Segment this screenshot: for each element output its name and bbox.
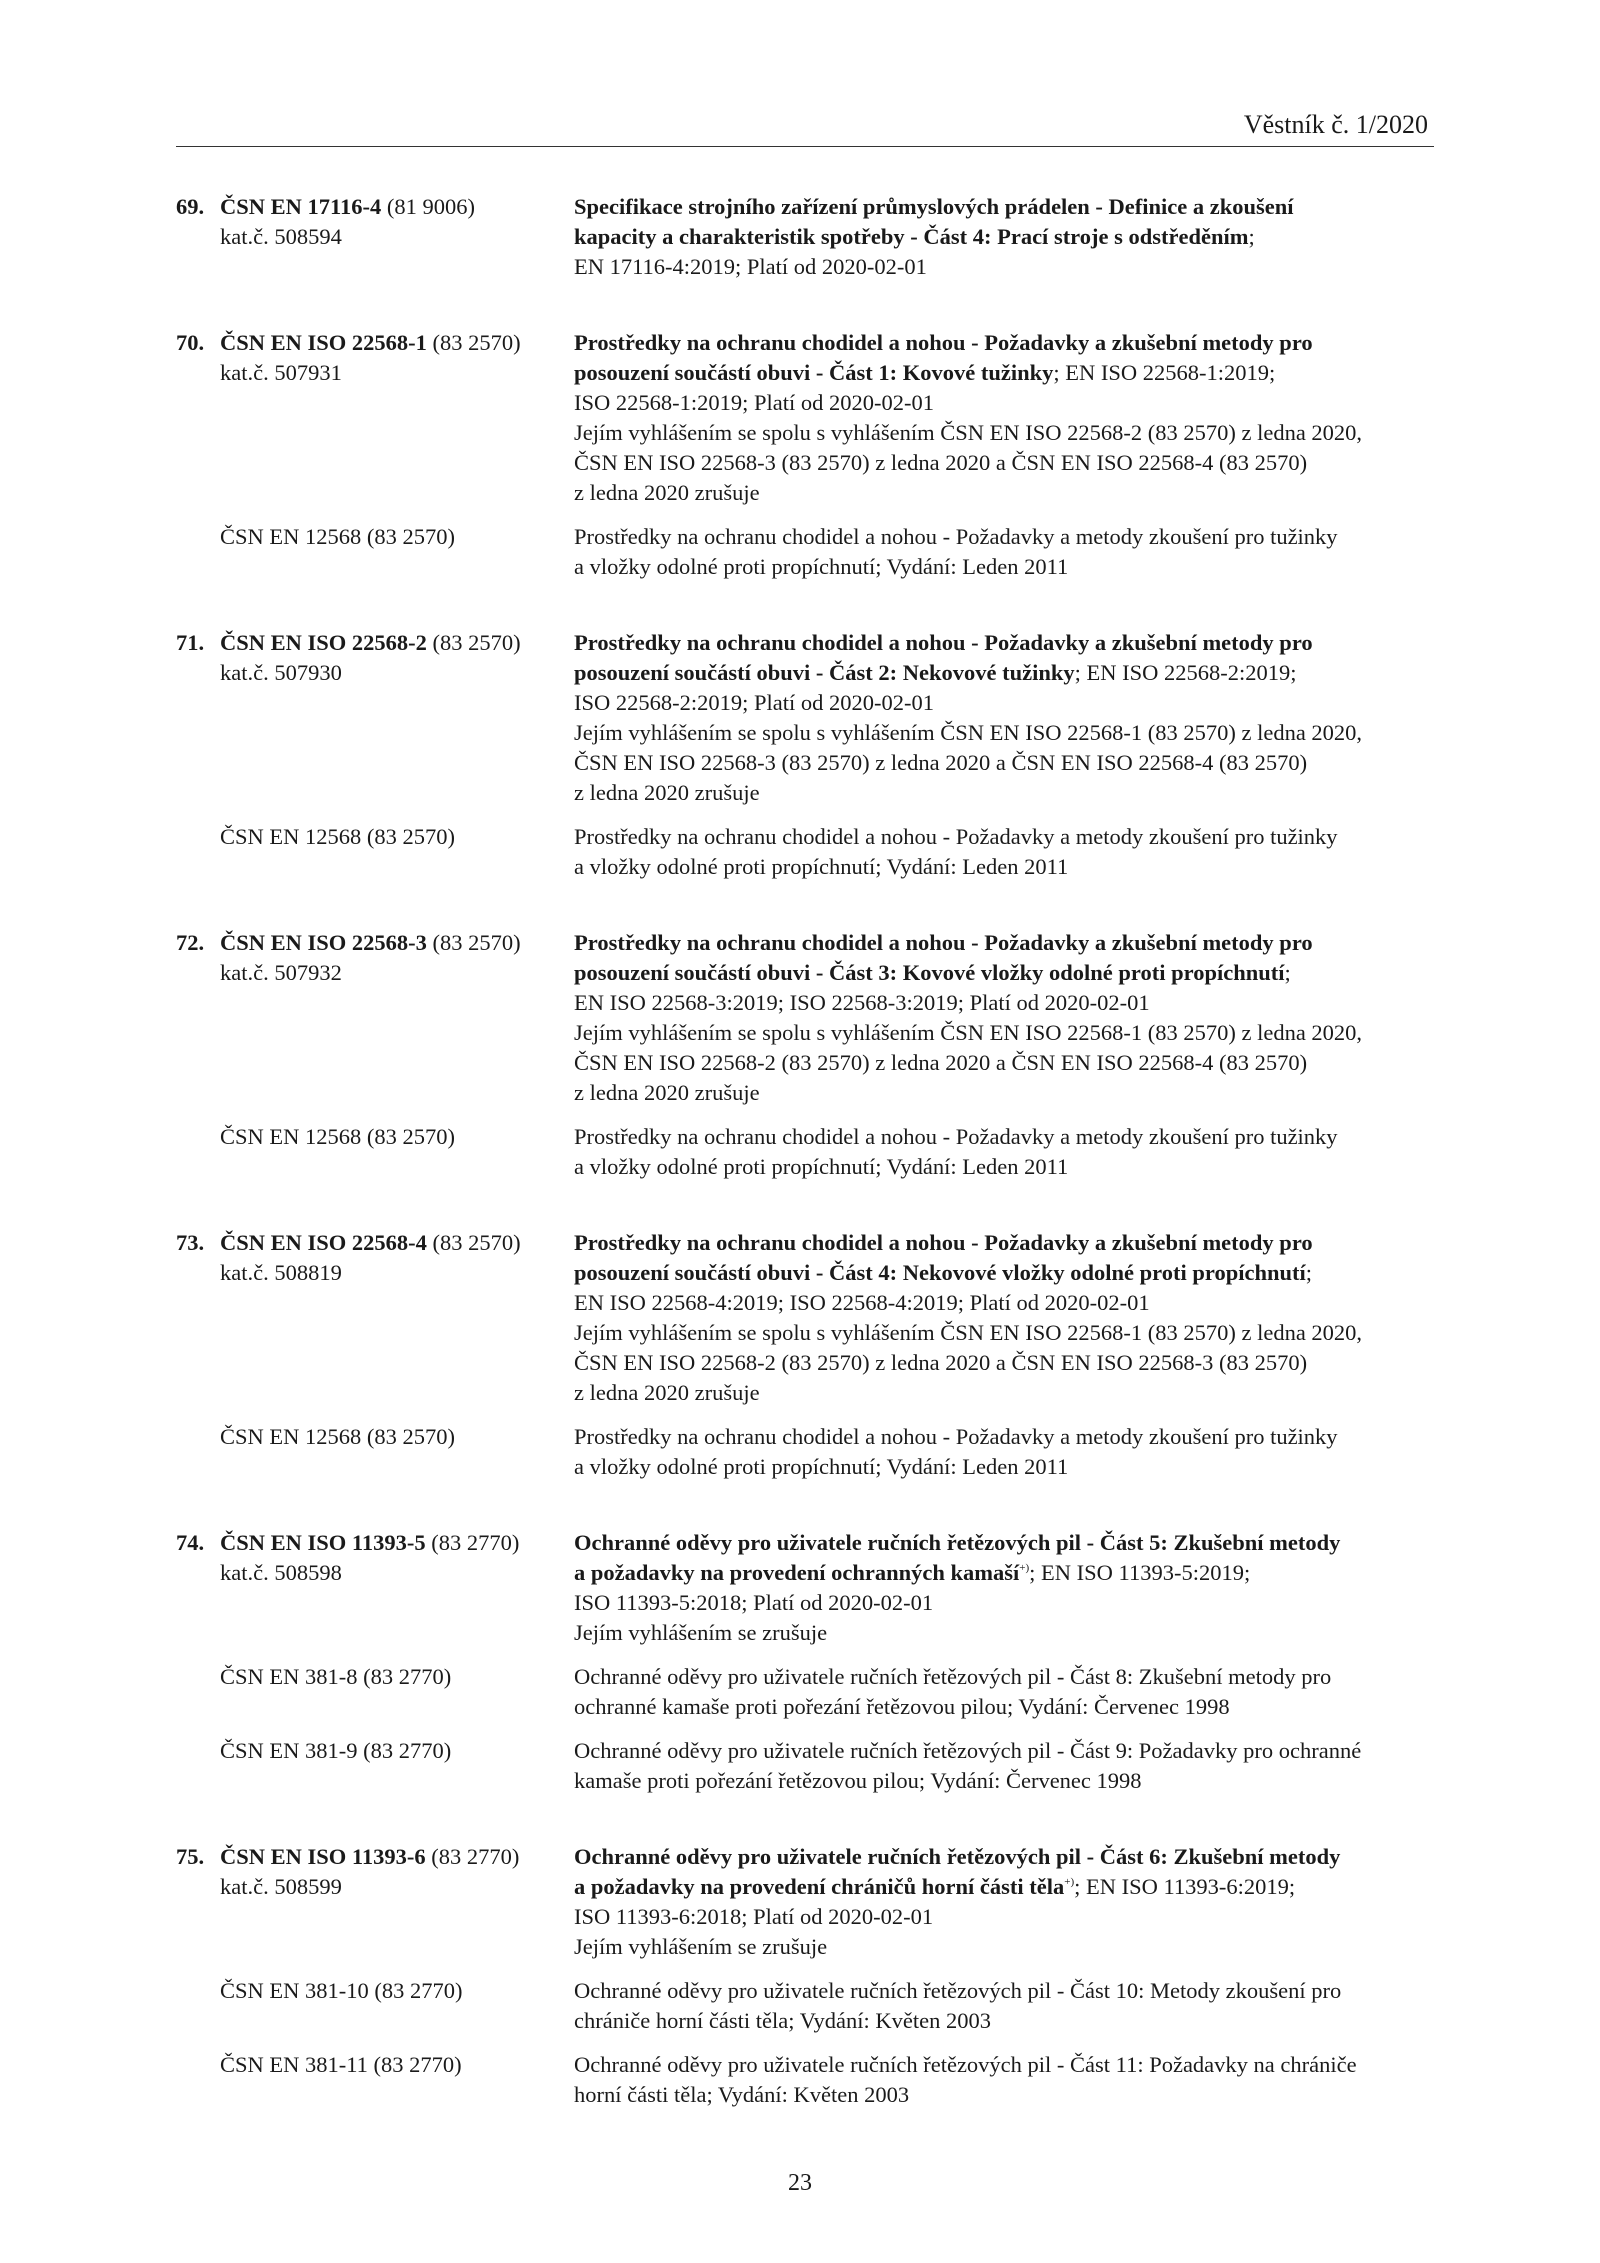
standard-title-line: Ochranné oděvy pro uživatele ručních řetězových pil - Část 5: Zkušební metody — [574, 1530, 1341, 1555]
standards-list — [176, 192, 1434, 2156]
standard-main-row — [176, 1528, 1434, 1648]
standard-code: ČSN EN ISO 22568-3 — [220, 930, 427, 955]
catalog-number: kat.č. 507931 — [220, 360, 342, 385]
standard-info-line: z ledna 2020 zrušuje — [574, 1080, 760, 1105]
standard-title-line: Prostředky na ochranu chodidel a nohou - Požadavky a zkušební metody pro — [574, 330, 1313, 355]
standard-description — [574, 928, 1434, 1108]
standard-title-line: posouzení součástí obuvi - Část 3: Kovové vložky odolné proti propíchnutí — [574, 960, 1285, 985]
standard-info-line: z ledna 2020 zrušuje — [574, 780, 760, 805]
standard-identifier — [176, 1228, 574, 1408]
standard-main-row — [176, 328, 1434, 508]
withdrawn-standard-description: a vložky odolné proti propíchnutí; Vydání: Leden 2011 — [574, 854, 1069, 879]
withdrawn-standard-description: horní části těla; Vydání: Květen 2003 — [574, 2082, 910, 2107]
standard-identifier — [176, 628, 574, 808]
entry-number: 69. — [176, 194, 205, 219]
standard-info-line: ; — [1248, 224, 1255, 249]
standard-description — [574, 328, 1434, 508]
standard-identifier — [176, 192, 574, 282]
withdrawn-standard-code: ČSN EN 12568 (83 2570) — [220, 824, 455, 849]
classification-code: (83 2570) — [426, 630, 521, 655]
standard-identifier — [176, 1842, 574, 1962]
withdrawn-standard-description: Prostředky na ochranu chodidel a nohou - Požadavky a metody zkoušení pro tužinky — [574, 1424, 1338, 1449]
withdrawn-standard-code: ČSN EN 12568 (83 2570) — [220, 524, 455, 549]
withdrawn-standard-description: ochranné kamaše proti pořezání řetězovou pilou; Vydání: Červenec 1998 — [574, 1694, 1230, 1719]
standard-info-line: ČSN EN ISO 22568-2 (83 2570) z ledna 2020 a ČSN EN ISO 22568-3 (83 2570) — [574, 1350, 1308, 1375]
standard-info-line: Jejím vyhlášením se spolu s vyhlášením ČSN EN ISO 22568-1 (83 2570) z ledna 2020, — [574, 720, 1363, 745]
standard-code: ČSN EN 17116-4 — [220, 194, 382, 219]
standard-main-row — [176, 1842, 1434, 1962]
standard-code-line — [176, 1228, 574, 1258]
standard-code-line — [176, 928, 574, 958]
standard-title-line: kapacity a charakteristik spotřeby - Část 4: Prací stroje s odstředěním — [574, 224, 1249, 249]
withdrawn-standard-code: ČSN EN 12568 (83 2570) — [220, 1424, 455, 1449]
standard-code: ČSN EN ISO 11393-5 — [220, 1530, 426, 1555]
standard-entry — [176, 1528, 1434, 1796]
entry-number: 75. — [176, 1844, 205, 1869]
entry-number: 73. — [176, 1230, 205, 1255]
standard-title-line: Prostředky na ochranu chodidel a nohou - Požadavky a zkušební metody pro — [574, 930, 1313, 955]
standard-info-line: ; EN ISO 22568-2:2019; — [1074, 660, 1297, 685]
withdrawn-standard-description: Prostředky na ochranu chodidel a nohou - Požadavky a metody zkoušení pro tužinky — [574, 824, 1338, 849]
withdrawn-standard-row — [176, 1662, 1434, 1722]
withdrawn-standard-row — [176, 522, 1434, 582]
standard-entry — [176, 1842, 1434, 2110]
withdrawn-standard-description: Ochranné oděvy pro uživatele ručních řetězových pil - Část 9: Požadavky pro ochranné — [574, 1738, 1362, 1763]
standard-identifier — [176, 328, 574, 508]
standard-entry — [176, 1228, 1434, 1482]
standard-entry — [176, 928, 1434, 1182]
classification-code: (81 9006) — [381, 194, 476, 219]
withdrawn-standard-row — [176, 1736, 1434, 1796]
standard-title-line: posouzení součástí obuvi - Část 1: Kovové tužinky — [574, 360, 1054, 385]
standard-description — [574, 628, 1434, 808]
standard-code: ČSN EN ISO 22568-1 — [220, 330, 427, 355]
standard-info-line: ISO 11393-5:2018; Platí od 2020-02-01 — [574, 1590, 934, 1615]
standard-code-line — [176, 328, 574, 358]
withdrawn-standard-code: ČSN EN 381-10 (83 2770) — [220, 1978, 463, 2003]
standard-main-row — [176, 628, 1434, 808]
withdrawn-standard-description: Prostředky na ochranu chodidel a nohou - Požadavky a metody zkoušení pro tužinky — [574, 524, 1338, 549]
standard-info-line: ČSN EN ISO 22568-3 (83 2570) z ledna 2020 a ČSN EN ISO 22568-4 (83 2570) — [574, 750, 1308, 775]
standard-info-line: ; EN ISO 22568-1:2019; — [1053, 360, 1276, 385]
classification-code: (83 2570) — [426, 930, 521, 955]
standard-info-line: ISO 11393-6:2018; Platí od 2020-02-01 — [574, 1904, 934, 1929]
standard-description — [574, 192, 1434, 282]
standard-code-line — [176, 1528, 574, 1558]
standard-info-line: Jejím vyhlášením se spolu s vyhlášením ČSN EN ISO 22568-1 (83 2570) z ledna 2020, — [574, 1320, 1363, 1345]
withdrawn-standard-description: kamaše proti pořezání řetězovou pilou; Vydání: Červenec 1998 — [574, 1768, 1142, 1793]
standard-info-line: ; EN ISO 11393-6:2019; — [1074, 1874, 1296, 1899]
standard-entry — [176, 192, 1434, 282]
standard-code: ČSN EN ISO 22568-2 — [220, 630, 427, 655]
withdrawn-standard-description: chrániče horní části těla; Vydání: Květen 2003 — [574, 2008, 991, 2033]
entry-number: 70. — [176, 330, 205, 355]
entry-number: 71. — [176, 630, 205, 655]
classification-code: (83 2770) — [425, 1530, 520, 1555]
standard-code: ČSN EN ISO 11393-6 — [220, 1844, 426, 1869]
page-number: 23 — [788, 2170, 812, 2196]
catalog-number: kat.č. 508594 — [220, 224, 342, 249]
catalog-number: kat.č. 508819 — [220, 1260, 342, 1285]
standard-title-line: posouzení součástí obuvi - Část 2: Nekovové tužinky — [574, 660, 1075, 685]
classification-code: (83 2570) — [426, 330, 521, 355]
catalog-number: kat.č. 507932 — [220, 960, 342, 985]
withdrawn-standard-description: a vložky odolné proti propíchnutí; Vydání: Leden 2011 — [574, 1454, 1069, 1479]
footnote-marker: +) — [1019, 1562, 1030, 1574]
standard-info-line: Jejím vyhlášením se spolu s vyhlášením ČSN EN ISO 22568-1 (83 2570) z ledna 2020, — [574, 1020, 1363, 1045]
standard-code-line — [176, 1842, 574, 1872]
standard-info-line: ISO 22568-2:2019; Platí od 2020-02-01 — [574, 690, 934, 715]
withdrawn-standard-description: Ochranné oděvy pro uživatele ručních řetězových pil - Část 11: Požadavky na chrániče — [574, 2052, 1357, 2077]
standard-info-line: Jejím vyhlášením se spolu s vyhlášením ČSN EN ISO 22568-2 (83 2570) z ledna 2020, — [574, 420, 1363, 445]
withdrawn-standard-description: Ochranné oděvy pro uživatele ručních řetězových pil - Část 8: Zkušební metody pro — [574, 1664, 1332, 1689]
withdrawn-standard-description: a vložky odolné proti propíchnutí; Vydání: Leden 2011 — [574, 1154, 1069, 1179]
withdrawn-standard-code: ČSN EN 381-9 (83 2770) — [220, 1738, 452, 1763]
standard-identifier — [176, 928, 574, 1108]
entry-number: 72. — [176, 930, 205, 955]
standard-main-row — [176, 928, 1434, 1108]
page-header — [176, 110, 1434, 147]
withdrawn-standard-description: Ochranné oděvy pro uživatele ručních řetězových pil - Část 10: Metody zkoušení pro — [574, 1978, 1342, 2003]
standard-info-line: z ledna 2020 zrušuje — [574, 480, 760, 505]
withdrawn-standard-row — [176, 1976, 1434, 2036]
standard-info-line: EN 17116-4:2019; Platí od 2020-02-01 — [574, 254, 927, 279]
standard-info-line: ; EN ISO 11393-5:2019; — [1029, 1560, 1251, 1585]
withdrawn-standard-description: a vložky odolné proti propíchnutí; Vydání: Leden 2011 — [574, 554, 1069, 579]
withdrawn-standard-row — [176, 2050, 1434, 2110]
standard-info-line: EN ISO 22568-3:2019; ISO 22568-3:2019; Platí od 2020-02-01 — [574, 990, 1150, 1015]
withdrawn-standard-code: ČSN EN 12568 (83 2570) — [220, 1124, 455, 1149]
standard-identifier — [176, 1528, 574, 1648]
withdrawn-standard-row — [176, 822, 1434, 882]
standard-info-line: EN ISO 22568-4:2019; ISO 22568-4:2019; Platí od 2020-02-01 — [574, 1290, 1150, 1315]
catalog-number: kat.č. 508598 — [220, 1560, 342, 1585]
standard-info-line: ; — [1305, 1260, 1313, 1285]
classification-code: (83 2570) — [426, 1230, 521, 1255]
catalog-number: kat.č. 508599 — [220, 1874, 342, 1899]
standard-code: ČSN EN ISO 22568-4 — [220, 1230, 427, 1255]
standard-description — [574, 1528, 1434, 1648]
standard-title-line: a požadavky na provedení chráničů horní části těla — [574, 1874, 1065, 1899]
standard-info-line: ČSN EN ISO 22568-2 (83 2570) z ledna 2020 a ČSN EN ISO 22568-4 (83 2570) — [574, 1050, 1308, 1075]
withdrawn-standard-row — [176, 1122, 1434, 1182]
standard-info-line: Jejím vyhlášením se zrušuje — [574, 1620, 828, 1645]
standard-code-line — [176, 192, 574, 222]
withdrawn-standard-code: ČSN EN 381-8 (83 2770) — [220, 1664, 452, 1689]
withdrawn-standard-code: ČSN EN 381-11 (83 2770) — [220, 2052, 462, 2077]
withdrawn-standard-description: Prostředky na ochranu chodidel a nohou - Požadavky a metody zkoušení pro tužinky — [574, 1124, 1338, 1149]
standard-main-row — [176, 1228, 1434, 1408]
standard-title-line: posouzení součástí obuvi - Část 4: Nekovové vložky odolné proti propíchnutí — [574, 1260, 1306, 1285]
standard-entry — [176, 628, 1434, 882]
standard-entry — [176, 328, 1434, 582]
standard-title-line: Specifikace strojního zařízení průmyslových prádelen - Definice a zkoušení — [574, 194, 1294, 219]
standard-title-line: Prostředky na ochranu chodidel a nohou - Požadavky a zkušební metody pro — [574, 1230, 1313, 1255]
standard-info-line: ; — [1284, 960, 1291, 985]
footnote-marker: +) — [1064, 1876, 1075, 1888]
entry-number: 74. — [176, 1530, 205, 1555]
standard-info-line: ČSN EN ISO 22568-3 (83 2570) z ledna 2020 a ČSN EN ISO 22568-4 (83 2570) — [574, 450, 1308, 475]
standard-description — [574, 1842, 1434, 1962]
standard-main-row — [176, 192, 1434, 282]
withdrawn-standard-row — [176, 1422, 1434, 1482]
standard-code-line — [176, 628, 574, 658]
standard-description — [574, 1228, 1434, 1408]
standard-info-line: z ledna 2020 zrušuje — [574, 1380, 760, 1405]
standard-title-line: Ochranné oděvy pro uživatele ručních řetězových pil - Část 6: Zkušební metody — [574, 1844, 1341, 1869]
classification-code: (83 2770) — [425, 1844, 520, 1869]
catalog-number: kat.č. 507930 — [220, 660, 342, 685]
journal-title: Věstník č. 1/2020 — [1243, 110, 1428, 139]
standard-info-line: ISO 22568-1:2019; Platí od 2020-02-01 — [574, 390, 934, 415]
standard-title-line: a požadavky na provedení ochranných kamaší — [574, 1560, 1020, 1585]
standard-info-line: Jejím vyhlášením se zrušuje — [574, 1934, 828, 1959]
standard-title-line: Prostředky na ochranu chodidel a nohou - Požadavky a zkušební metody pro — [574, 630, 1313, 655]
